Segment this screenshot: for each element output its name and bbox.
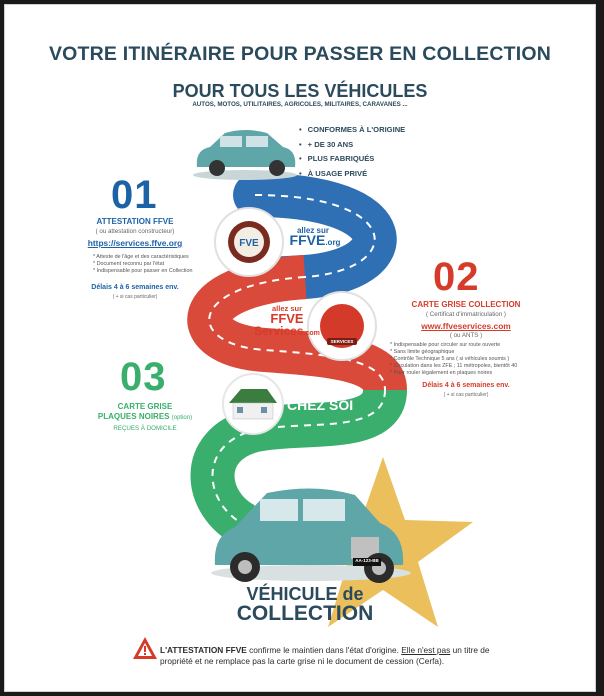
- criteria-list: [299, 125, 405, 183]
- step1-subtitle: ( ou attestation constructeur): [95, 228, 175, 235]
- infographic: [4, 4, 596, 692]
- seal2-badge: SERVICES: [330, 339, 354, 344]
- license-plate: AA-123-BB: [355, 558, 379, 563]
- page-title: VOTRE ITINÉRAIRE POUR PASSER EN COLLECTION: [48, 43, 552, 65]
- step1-delay: Délais 4 à 6 semaines env.: [91, 284, 179, 291]
- step2-notes: * Indispensable pour circuler sur route ouverte * Sans limite géographique * Contrôle Technique 5 ans ( si véhicules soumis ) * Circulation dans les ZFE ; 11 métropoles, bientôt 40 * Pour rouler légalement en plaques noires: [390, 342, 518, 376]
- criteria-item: • + DE 30 ANS: [299, 140, 405, 149]
- step3-number: 03: [120, 355, 167, 399]
- step2-or: ( ou ANTS ): [449, 332, 483, 339]
- vehicle-types: AUTOS, MOTOS, UTILITAIRES, AGRICOLES, MILITAIRES, CARAVANES ...: [192, 101, 408, 108]
- step2-subtitle: ( Certificat d'immatriculation ): [426, 311, 506, 318]
- step2-delay-note: ( + si cas particulier): [443, 392, 489, 398]
- seal2-intro: allez sur: [271, 304, 302, 313]
- step3-note: REÇUES À DOMICILE: [113, 425, 177, 432]
- step2-delay: Délais 4 à 6 semaines env.: [422, 382, 510, 389]
- ffve-org-seal: [215, 208, 283, 276]
- step1-delay-note: ( + si cas particulier): [112, 294, 158, 300]
- step2-number: 02: [433, 255, 480, 299]
- final-title: VÉHICULE de COLLECTION: [236, 584, 374, 625]
- step1-link[interactable]: https://services.ffve.org: [87, 238, 183, 248]
- warning-text: L'ATTESTATION FFVE confirme le maintien dans l'état d'origine. Elle n'est pas un titre de propriété et ne remplace pas la carte grise ni le document de cession (Cerfa).: [160, 645, 490, 666]
- page-subtitle: POUR TOUS LES VÉHICULES: [172, 81, 428, 101]
- seal1-intro: allez sur: [296, 226, 329, 235]
- seal1-brand[interactable]: FFVE.org: [289, 232, 341, 248]
- step2-title: CARTE GRISE COLLECTION: [411, 300, 521, 309]
- house-illustration: [223, 374, 283, 434]
- step3-title2: PLAQUES NOIRES (option): [97, 412, 193, 421]
- svg-text:FVE: FVE: [239, 238, 259, 249]
- seal2-brand[interactable]: FFVE Services.com: [254, 311, 320, 338]
- criteria-item: • CONFORMES À L'ORIGINE: [299, 125, 405, 134]
- criteria-item: • PLUS FABRIQUÉS: [299, 154, 405, 163]
- warning-icon: [133, 637, 157, 659]
- criteria-item: • À USAGE PRIVÉ: [299, 169, 405, 178]
- step1-number: 01: [111, 173, 158, 217]
- step2-link[interactable]: www.ffveservices.com: [421, 321, 511, 331]
- home-label: CHEZ SOI: [287, 397, 354, 413]
- top-car-illustration: [193, 130, 297, 180]
- step3-title: CARTE GRISE: [117, 402, 173, 411]
- step1-notes: * Atteste de l'âge et des caractéristiques * Document reconnu par l'état * Indispensable pour passer en Collection: [93, 254, 193, 274]
- step1-title: ATTESTATION FFVE: [96, 217, 174, 226]
